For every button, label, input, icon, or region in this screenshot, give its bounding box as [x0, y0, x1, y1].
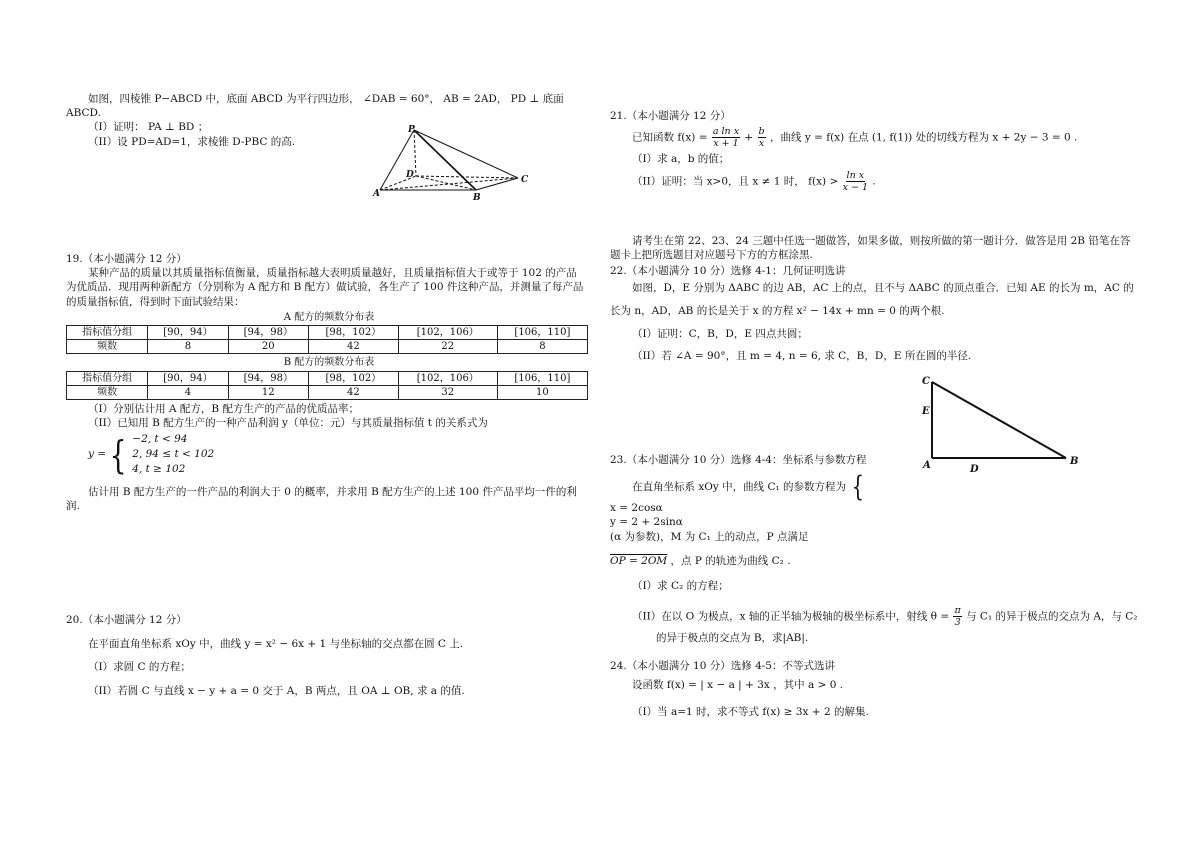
table-cell: 20 [228, 340, 308, 354]
table-cell: [106，110] [497, 326, 587, 340]
q21-part2-a: （II）证明：当 x>0，且 x ≠ 1 时， f(x) > [632, 175, 839, 188]
q21-given [610, 126, 1140, 149]
table-cell: 42 [308, 385, 398, 399]
fraction-denominator: x [758, 138, 765, 150]
q23-text-a: 在直角坐标系 xOy 中，曲线 C₁ 的参数方程为 [632, 481, 847, 494]
q18-part2: （II）设 PD=AD=1，求棱锥 D-PBC 的高. [88, 135, 296, 148]
q21-text-b: ，曲线 y = f(x) 在点 (1, f(1)) 处的切线方程为 x + 2y − 3 = 0 . [769, 131, 1078, 144]
q22-text-1: 如图，D，E 分别为 ΔABC 的边 AB，AC 上的点，且不与 ΔABC 的顶点重合．已知 AE 的长为 m，AC 的 [632, 282, 1134, 295]
table-a [66, 325, 588, 354]
parametric-system [849, 470, 869, 504]
q23-given [610, 470, 1140, 504]
q23-part2-a: （II）在以 O 为极点，x 轴的正半轴为极轴的极坐标系中，射线 θ = [632, 610, 950, 623]
table-cell: [94，98） [228, 371, 308, 385]
q19-text-1: 某种产品的质量以其质量指标值衡量，质量指标越大表明质量越好，且质量指标值大于或等于 102 的产品 [88, 267, 577, 280]
brace-symbol: { [852, 470, 865, 504]
brace-symbol: { [109, 432, 127, 477]
table-cell: [98，102） [308, 371, 398, 385]
question-22 [610, 264, 1140, 363]
fraction-denominator: x − 1 [842, 182, 869, 194]
table-cell: 22 [398, 340, 497, 354]
q23-header: 23.（本小题满分 10 分）选修 4-4：坐标系与参数方程 [610, 454, 867, 466]
triangle-label-b: B [1070, 456, 1079, 467]
q23-text-c: ，点 P 的轨迹为曲线 C₂ . [670, 555, 791, 568]
table-cell: 42 [308, 340, 398, 354]
q19-part1: （I）分别估计用 A 配方，B 配方生产的产品的优质品率； [88, 402, 359, 415]
q21-text-a: 已知函数 f(x) = [632, 131, 708, 144]
q19-part2: （II）已知用 B 配方生产的一种产品利润 y（单位：元）与其质量指标值 t 的关系式为 [88, 416, 488, 429]
table-cell: 指标值分组 [67, 326, 148, 340]
pyramid-label-b: B [473, 193, 481, 203]
pyramid-label-c: C [521, 175, 529, 185]
pyramid-label-p: P [408, 125, 415, 135]
fraction-numerator: a ln x [712, 126, 740, 138]
q18-intro: 如图，四棱锥 P−ABCD 中，底面 ABCD 为平行四边形， ∠DAB = 60°， AB = 2AD， PD ⊥ 底面 [88, 93, 564, 105]
q18-part1: （I）证明： PA ⊥ BD ； [88, 121, 209, 134]
table-row [67, 340, 588, 354]
fraction [953, 605, 961, 628]
q22-text-2: 长为 n，AD，AB 的长是关于 x 的方程 x² − 14x + mn = 0 的两个根. [610, 305, 945, 318]
pyramid-label-a: A [373, 189, 380, 199]
q21-part1: （I）求 a，b 的值； [632, 153, 730, 166]
question-24 [610, 659, 1140, 720]
table-cell: [106，110] [497, 371, 587, 385]
table-cell: 频数 [67, 385, 148, 399]
table-cell: 指标值分组 [67, 371, 148, 385]
piecewise-function [66, 432, 592, 477]
piece-case: −2, t < 94 [132, 433, 188, 446]
q20-header: 20.（本小题满分 12 分） [66, 614, 187, 626]
q20-part2: （II）若圆 C 与直线 x − y + a = 0 交于 A，B 两点，且 OA ⊥ OB, 求 a 的值. [88, 684, 465, 697]
table-cell: 4 [148, 385, 228, 399]
table-cell: [90，94） [148, 326, 228, 340]
q24-text: 设函数 f(x) = | x − a | + 3x ，其中 a > 0 . [632, 679, 844, 692]
table-cell: 频数 [67, 340, 148, 354]
fraction [843, 170, 868, 193]
table-cell: [90，94） [148, 371, 228, 385]
fraction [758, 126, 766, 149]
question-21 [610, 109, 1140, 193]
table-b-caption: B 配方的频数分布表 [283, 357, 375, 369]
q20-part1: （I）求圆 C 的方程； [88, 661, 191, 674]
q19-text-3: 的质量指标值，得到时下面试验结果： [66, 295, 245, 308]
fraction-numerator: ln x [846, 170, 865, 182]
choose-line-2: 题卡上把所选题目对应题号下方的方框涂黑. [610, 249, 813, 262]
triangle-label-c: C [922, 376, 930, 387]
table-row [67, 385, 588, 399]
q21-part2-b: . [872, 175, 876, 188]
q23-vector-line [610, 554, 1140, 568]
q22-part2: （II）若 ∠A = 90°，且 m = 4, n = 6, 求 C，B，D，E 所在圆的半径. [632, 349, 972, 362]
triangle-label-a: A [923, 460, 931, 471]
q23-part1: （I）求 C₂ 的方程； [632, 580, 729, 593]
fraction-denominator: 3 [954, 616, 961, 628]
q23-part2-b: 与 C₁ 的异于极点的交点为 A，与 C₂ [966, 610, 1138, 623]
triangle-label-d: D [970, 464, 979, 472]
question-19 [66, 252, 592, 513]
q23-text-b: (α 为参数)，M 为 C₁ 上的动点，P 点满足 [610, 530, 809, 543]
fraction-numerator: π [954, 604, 961, 616]
q23-part2-c: 的异于极点的交点为 B，求|AB|. [656, 631, 809, 644]
table-cell: 8 [148, 340, 228, 354]
table-cell: 12 [228, 385, 308, 399]
q18-intro-2: ABCD. [66, 107, 101, 120]
q20-text: 在平面直角坐标系 xOy 中，曲线 y = x² − 6x + 1 与坐标轴的交点都在圆 C 上. [88, 638, 464, 651]
table-cell: [102，106） [398, 371, 497, 385]
vector-relation: OP = 2OM [610, 555, 668, 568]
piecewise-y: y = [88, 448, 107, 461]
choose-instruction [610, 234, 1140, 262]
q19-tail-1: 估计用 B 配方生产的一件产品的利润大于 0 的概率，并求用 B 配方生产的上述 100 件产品平均一件的利 [88, 486, 577, 499]
fraction-denominator: x + 1 [713, 138, 739, 150]
q24-header: 24.（本小题满分 10 分）选修 4-5：不等式选讲 [610, 660, 835, 672]
q24-part1: （I）当 a=1 时，求不等式 f(x) ≥ 3x + 2 的解集. [632, 706, 869, 719]
pyramid-label-d: D [406, 170, 414, 180]
table-row [67, 326, 588, 340]
pyramid-figure [372, 124, 538, 204]
fraction [712, 126, 740, 149]
table-a-caption: A 配方的频数分布表 [283, 311, 375, 323]
table-cell: 32 [398, 385, 497, 399]
table-cell: 10 [497, 385, 587, 399]
piecewise-cases [132, 432, 214, 477]
plus-sign: + [744, 131, 754, 144]
triangle-label-e: E [922, 406, 930, 417]
table-cell: [98，102） [308, 326, 398, 340]
table-cell: 8 [497, 340, 587, 354]
piece-case: 2, 94 ≤ t < 102 [132, 448, 215, 461]
q22-header: 22.（本小题满分 10 分）选修 4-1：几何证明选讲 [610, 265, 846, 277]
parametric-eq: x = 2cosα [610, 502, 663, 515]
table-cell: [102，106） [398, 326, 497, 340]
table-cell: [94，98） [228, 326, 308, 340]
q21-header: 21.（本小题满分 12 分） [610, 110, 731, 122]
q19-header: 19.（本小题满分 12 分） [66, 253, 187, 265]
q22-part1: （I）证明：C，B，D，E 四点共圆； [632, 327, 808, 340]
question-20 [66, 613, 592, 698]
parametric-eq: y = 2 + 2sinα [610, 516, 683, 529]
table-b [66, 371, 588, 400]
q19-text-2: 为优质品．现用两种新配方（分别称为 A 配方和 B 配方）做试验，各生产了 100 件这种产品，并测量了每产品 [66, 281, 584, 294]
q21-part2 [610, 170, 1140, 193]
q19-tail-2: 润. [66, 500, 80, 513]
q23-part2 [610, 605, 1140, 628]
question-23 [610, 453, 1140, 645]
piece-case: 4, t ≥ 102 [132, 463, 186, 476]
table-row [67, 371, 588, 385]
fraction-numerator: b [758, 126, 765, 138]
choose-line-1: 请考生在第 22、23、24 三题中任选一题做答，如果多做，则按所做的第一题计分．做答是用 2B 铅笔在答 [632, 235, 1131, 247]
